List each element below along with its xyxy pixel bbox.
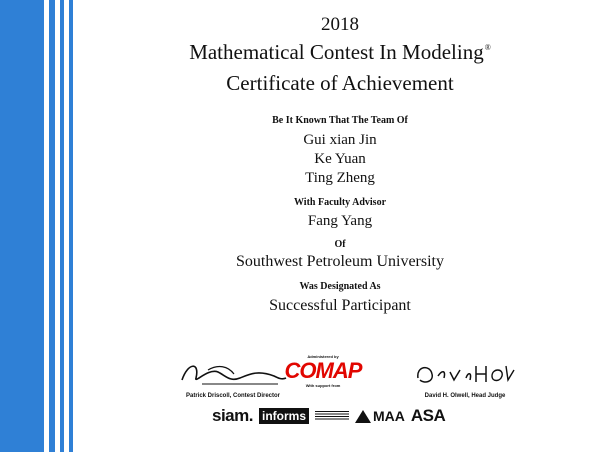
designation-result: Successful Participant (269, 297, 411, 314)
advisor-label: With Faculty Advisor (293, 197, 387, 208)
registered-mark: ® (484, 43, 491, 52)
maa-logo (355, 408, 405, 424)
siam-logo: siam. (212, 406, 253, 425)
administered-by-label: Administered by (307, 354, 339, 359)
sponsor-logos (212, 406, 445, 426)
triangle-icon (355, 410, 371, 423)
border-stripe (60, 0, 64, 452)
border-stripe (49, 0, 55, 452)
border-stripe (69, 0, 73, 452)
support-label: With support from (305, 383, 341, 388)
team-member-name: Gui xian Jin (303, 132, 377, 148)
comap-logo: COMAP (284, 358, 362, 383)
university-name: Southwest Petroleum University (236, 253, 444, 270)
decorative-border-stripes (0, 0, 80, 452)
head-judge-signature-block (380, 358, 550, 399)
contest-director-signature (178, 358, 288, 388)
maa-logo-text: MAA (373, 408, 405, 424)
contest-name: Mathematical Contest In Modeling (189, 40, 484, 64)
asa-logo: ASA (410, 406, 446, 425)
head-judge-signature (410, 358, 520, 388)
contest-director-caption: Patrick Driscoll, Contest Director (185, 393, 281, 399)
informs-logo: informs (259, 408, 309, 424)
of-label: Of (334, 239, 346, 250)
advisor-name: Fang Yang (307, 213, 373, 229)
border-stripe (0, 0, 44, 452)
head-judge-caption: David H. Olwell, Head Judge (424, 393, 506, 399)
designated-label: Was Designated As (299, 281, 381, 292)
ruled-lines-icon (315, 411, 349, 421)
intro-text: Be It Known That The Team Of (272, 115, 408, 126)
certificate-title: Certificate of Achievement (226, 71, 454, 95)
contest-title (80, 40, 600, 65)
comap-administrator-block (283, 354, 363, 388)
team-member-name: Ke Yuan (314, 151, 366, 167)
statistics-society-logo (315, 411, 349, 421)
certificate-year: 2018 (321, 14, 359, 35)
team-member-name: Ting Zheng (305, 170, 375, 186)
